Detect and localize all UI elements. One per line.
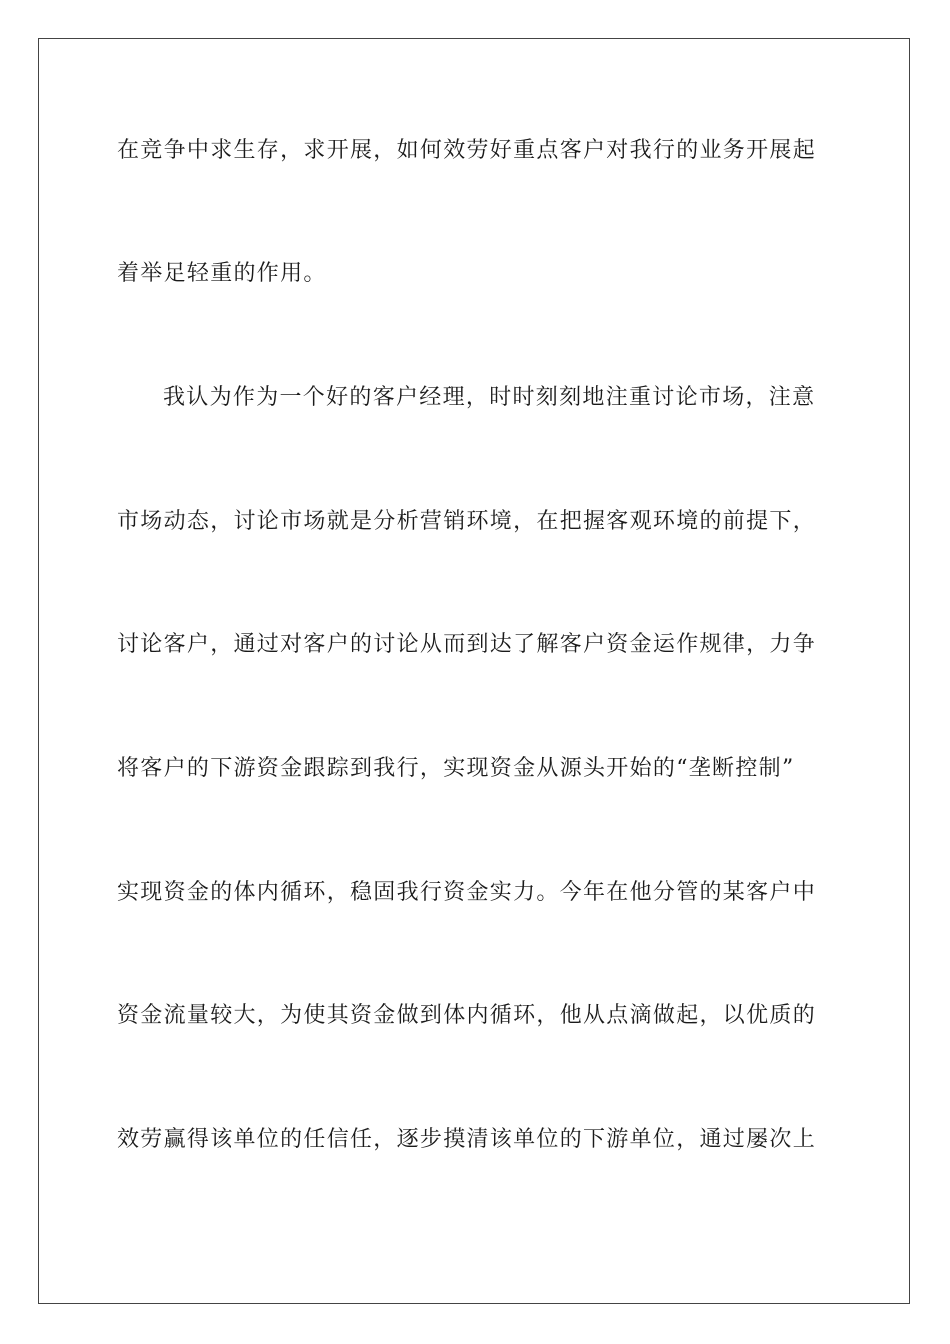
text-line-3: 我认为作为一个好的客户经理，时时刻刻地注重讨论市场，注意	[163, 385, 816, 410]
text-line-6: 将客户的下游资金跟踪到我行，实现资金从源头开始的“垄断控制”	[117, 756, 795, 781]
text-line-4: 市场动态，讨论市场就是分析营销环境，在把握客观环境的前提下，	[117, 509, 817, 534]
text-line-1: 在竞争中求生存，求开展，如何效劳好重点客户对我行的业务开展起	[117, 138, 817, 163]
text-line-5: 讨论客户，通过对客户的讨论从而到达了解客户资金运作规律，力争	[117, 632, 817, 657]
text-line-9: 效劳赢得该单位的任信任，逐步摸清该单位的下游单位，通过屡次上	[117, 1127, 817, 1152]
text-line-2: 着举足轻重的作用。	[117, 261, 327, 286]
page-frame	[38, 38, 910, 1304]
text-line-7: 实现资金的体内循环，稳固我行资金实力。今年在他分管的某客户中	[117, 880, 817, 905]
text-line-8: 资金流量较大，为使其资金做到体内循环，他从点滴做起，以优质的	[117, 1003, 817, 1028]
